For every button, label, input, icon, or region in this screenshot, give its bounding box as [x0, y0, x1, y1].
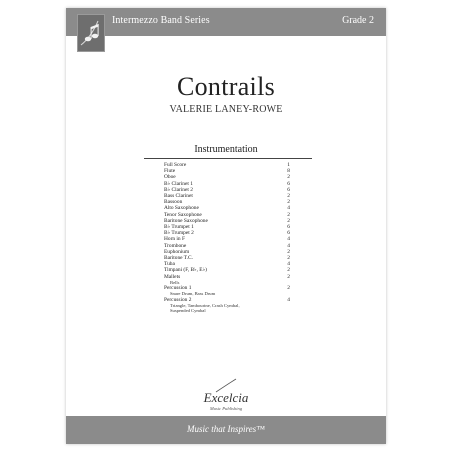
publisher-subtitle: Music Publishing — [209, 406, 243, 411]
instrument-name: B♭ Clarinet 2 — [164, 186, 193, 193]
music-note-icon — [77, 14, 105, 52]
instrument-item — [164, 285, 290, 297]
instrument-count: 1 — [287, 162, 290, 168]
instrument-name: Baritone T.C. — [164, 255, 193, 262]
instrument-count: 6 — [287, 224, 290, 231]
instrument-name: Tuba — [164, 261, 175, 268]
instrumentation-list — [164, 162, 290, 314]
instrument-count: 2 — [287, 285, 290, 292]
instrument-name: Trombone — [164, 242, 187, 249]
grade-label: Grade 2 — [342, 15, 374, 26]
instrument-count: 4 — [287, 236, 290, 243]
instrument-count: 2 — [287, 199, 290, 206]
instrument-count: 2 — [287, 267, 290, 274]
instrument-name: Full Score — [164, 162, 187, 168]
publisher-name: Excelcia — [203, 390, 249, 405]
instrument-name: Horn in F — [164, 236, 185, 243]
instrument-name: Oboe — [164, 174, 176, 181]
instrument-name: Percussion 2 — [164, 296, 192, 303]
instrument-item — [164, 297, 290, 314]
footer-bar — [66, 416, 386, 444]
instrument-count: 2 — [287, 248, 290, 255]
score-cover-page — [66, 8, 386, 444]
instrument-detail: Suspended Cymbal — [170, 308, 206, 314]
instrument-detail: Snare Drum, Bass Drum — [170, 291, 216, 297]
instrument-name: Bassoon — [164, 199, 183, 206]
instrument-name: B♭ Clarinet 1 — [164, 180, 193, 187]
instrument-count: 2 — [287, 255, 290, 262]
instrument-count: 4 — [287, 205, 290, 212]
instrument-name: Bass Clarinet — [164, 193, 193, 200]
instrument-name: B♭ Trumpet 2 — [164, 230, 194, 237]
instrument-name: Alto Saxophone — [164, 205, 199, 212]
instrument-detail: Bells — [170, 279, 180, 285]
series-name: Intermezzo Band Series — [112, 15, 210, 26]
instrument-name: Euphonium — [164, 248, 190, 255]
instrument-detail: Triangle, Tambourine, Crash Cymbal, — [170, 303, 240, 309]
instrument-count: 6 — [287, 230, 290, 237]
instrument-count: 2 — [287, 193, 290, 200]
instrument-name: Percussion 1 — [164, 285, 192, 292]
instrument-count: 6 — [287, 180, 290, 187]
instrument-count: 8 — [287, 168, 290, 175]
instrument-name: Timpani (F, B♭, E♭) — [164, 267, 207, 274]
instrument-count: 2 — [287, 273, 290, 280]
instrument-name: B♭ Trumpet 1 — [164, 224, 194, 231]
instrument-count: 2 — [287, 211, 290, 218]
instrument-count: 2 — [287, 174, 290, 181]
instrument-name: Mallets — [164, 273, 181, 280]
instrument-count: 2 — [287, 217, 290, 224]
tagline: Music that Inspires™ — [187, 424, 265, 434]
instrument-item — [164, 274, 290, 286]
header-bar — [66, 8, 386, 36]
instrument-count: 4 — [287, 242, 290, 249]
instrument-count: 4 — [287, 296, 290, 303]
piece-title: Contrails — [176, 72, 276, 101]
instrument-count: 6 — [287, 186, 290, 193]
instrument-name: Baritone Saxophone — [164, 217, 208, 224]
publisher-logo — [176, 384, 276, 416]
instrument-name: Tenor Saxophone — [164, 211, 202, 218]
composer-name: VALERIE LANEY-ROWE — [169, 104, 283, 115]
instrument-name: Flute — [164, 168, 176, 175]
heading-divider — [144, 158, 312, 159]
instrument-count: 4 — [287, 261, 290, 268]
instrumentation-heading: Instrumentation — [194, 144, 258, 155]
